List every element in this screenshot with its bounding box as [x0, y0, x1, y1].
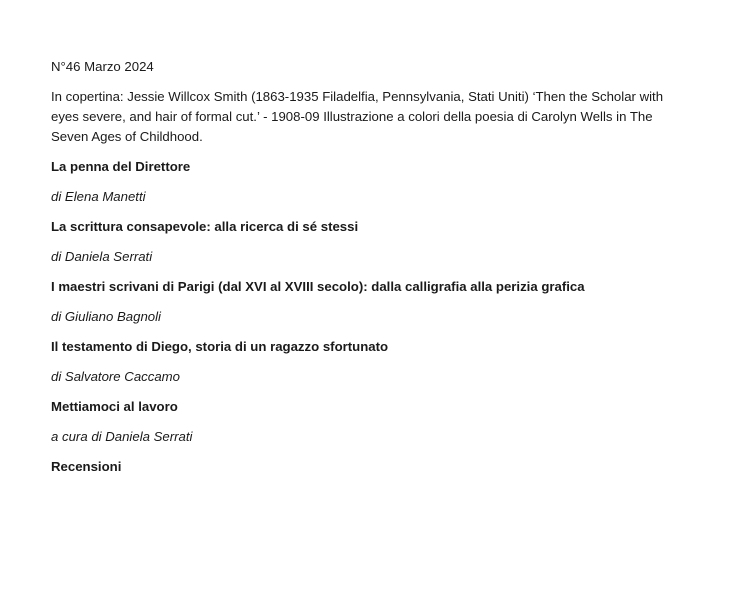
entry-author: a cura di Daniela Serrati	[51, 429, 193, 444]
table-of-contents	[51, 57, 691, 487]
cover-description: In copertina: Jessie Willcox Smith (1863-1935 Filadelfia, Pennsylvania, Stati Uniti) ‘Then the Scholar with eyes severe, and hair of formal cut.’ - 1908-09 Illustrazione a colori della poesia di Carolyn Wells in The Seven Ages of Childhood.	[51, 89, 664, 144]
entry-title: La scrittura consapevole: alla ricerca di sé stessi	[51, 219, 359, 234]
entry-title: Il testamento di Diego, storia di un ragazzo sfortunato	[51, 339, 389, 354]
issue-number: N°46 Marzo 2024	[51, 59, 154, 74]
entry-author: di Salvatore Caccamo	[51, 369, 181, 384]
entry-title: Mettiamoci al lavoro	[51, 399, 178, 414]
entry-title: La penna del Direttore	[51, 159, 191, 174]
entry-title: Recensioni	[51, 459, 122, 474]
entry-author: di Elena Manetti	[51, 189, 146, 204]
entry-author: di Giuliano Bagnoli	[51, 309, 161, 324]
entry-author: di Daniela Serrati	[51, 249, 153, 264]
entry-title: I maestri scrivani di Parigi (dal XVI al XVIII secolo): dalla calligrafia alla perizia grafica	[51, 279, 585, 294]
